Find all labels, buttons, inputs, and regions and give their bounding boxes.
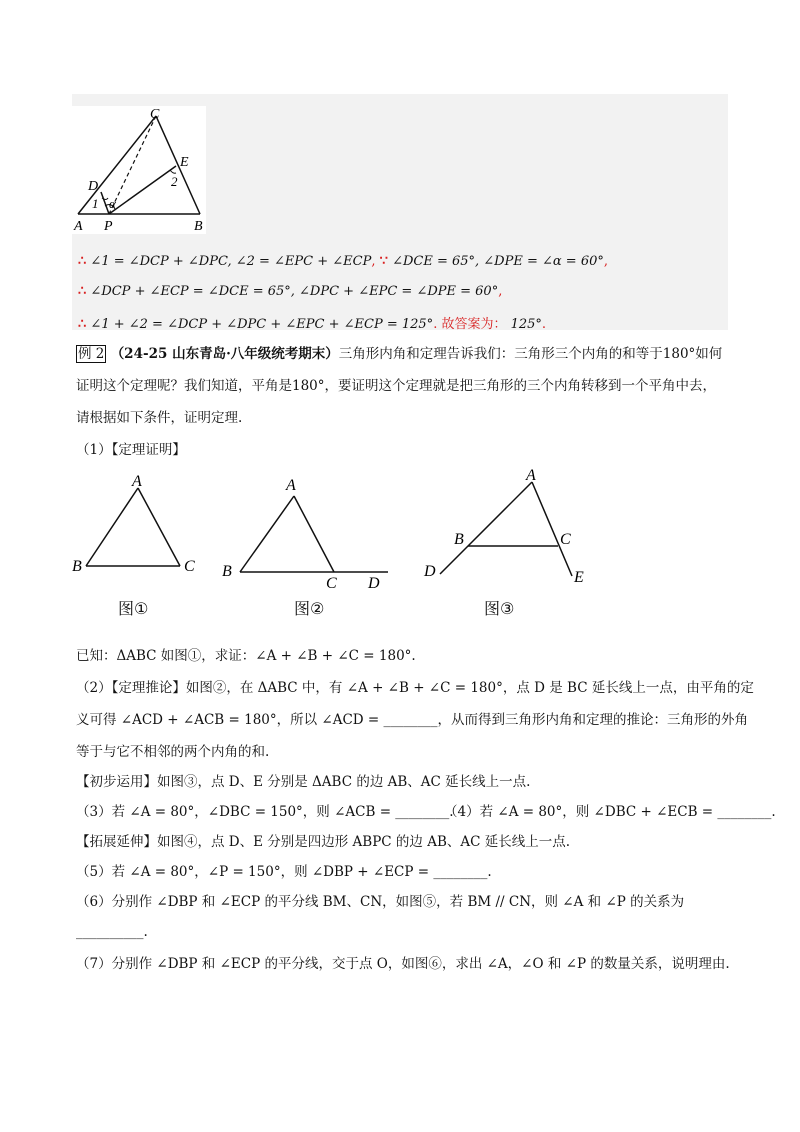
example-intro-line-3: 请根据如下条件，证明定理. — [76, 410, 243, 426]
line-AB — [86, 488, 138, 566]
question-2-line-1: （2）【定理推论】如图②，在 ΔABC 中，有 ∠A + ∠B + ∠C = 180°，点 D 是 BC 延长线上一点，由平角的定 — [76, 680, 754, 696]
figure-2-caption: 图② — [294, 599, 325, 618]
label-A: A — [526, 467, 536, 484]
question-2-line-3: 等于与它不相邻的两个内角的和. — [76, 744, 270, 760]
extend-heading: 【拓展延伸】如图④，点 D、E 分别是四边形 ABPC 的边 AB、AC 延长线上一点. — [76, 834, 571, 850]
line-AB — [240, 496, 294, 572]
line-DP — [101, 192, 109, 214]
label-D: D — [424, 563, 436, 580]
solution-triangle-figure — [72, 106, 206, 234]
example-intro-line-1: 例 2 （24-25 山东青岛·八年级统考期末）三角形内角和定理告诉我们：三角形三个内角的和等于180°如何 — [78, 346, 723, 362]
label-B: B — [72, 558, 82, 575]
label-B: B — [222, 563, 232, 580]
question-2-line-2: 义可得 ∠ACD + ∠ACB = 180°，所以 ∠ACD = ________，从而得到三角形内角和定理的推论：三角形的外角 — [76, 712, 749, 728]
angle-2-arc — [170, 170, 176, 173]
label-C: C — [184, 558, 195, 575]
label-C: C — [150, 107, 160, 122]
line-PE — [109, 166, 176, 214]
label-C: C — [560, 531, 571, 548]
figure-3-caption: 图③ — [484, 599, 515, 618]
example-tag: 例 2 — [78, 346, 105, 362]
line-AD — [440, 482, 532, 574]
known-statement: 已知：ΔABC 如图①，求证：∠A + ∠B + ∠C = 180°. — [76, 648, 416, 664]
label-B: B — [194, 219, 203, 234]
example-source: （24-25 山东青岛·八年级统考期末） — [110, 346, 339, 362]
label-B: B — [454, 531, 464, 548]
solution-line-1: ∴ ∠1 = ∠DCP + ∠DPC, ∠2 = ∠EPC + ∠ECP, ∵ ∠DCE = 65°, ∠DPE = ∠α = 60°, — [78, 254, 608, 269]
question-6-line-1: （6）分别作 ∠DBP 和 ∠ECP 的平分线 BM、CN，如图⑤，若 BM // CN，则 ∠A 和 ∠P 的关系为 — [76, 894, 685, 910]
apply-heading: 【初步运用】如图③，点 D、E 分别是 ΔABC 的边 AB、AC 延长线上一点. — [76, 774, 531, 790]
question-1-heading: （1）【定理证明】 — [76, 442, 186, 458]
label-C: C — [326, 575, 337, 590]
example-intro-line-2: 证明这个定理呢？我们知道，平角是180°，要证明这个定理就是把三角形的三个内角转移到一个平角中去， — [76, 378, 717, 394]
label-E: E — [574, 569, 584, 586]
solution-line-2: ∴ ∠DCP + ∠ECP = ∠DCE = 65°, ∠DPC + ∠EPC = ∠DPE = 60°, — [78, 284, 503, 299]
figure-2 — [218, 470, 398, 590]
label-alpha: α — [109, 196, 116, 211]
label-A: A — [74, 219, 83, 234]
solution-line-3: ∴ ∠1 + ∠2 = ∠DCP + ∠DPC + ∠EPC + ∠ECP = 125°. 故答案为： 125°. — [78, 317, 547, 332]
label-E: E — [180, 155, 189, 170]
line-AE — [532, 482, 572, 576]
question-7: （7）分别作 ∠DBP 和 ∠ECP 的平分线，交于点 O，如图⑥，求出 ∠A，∠O 和 ∠P 的数量关系，说明理由. — [76, 956, 730, 972]
line-AC — [294, 496, 334, 572]
line-AC — [78, 116, 156, 214]
label-D: D — [88, 179, 99, 194]
line-CB — [156, 116, 200, 214]
label-P: P — [104, 219, 113, 234]
question-5: （5）若 ∠A = 80°，∠P = 150°，则 ∠DBP + ∠ECP = ________. — [76, 864, 492, 880]
figure-1-caption: 图① — [118, 599, 149, 618]
figure-3 — [420, 462, 600, 592]
label-2: 2 — [171, 174, 178, 189]
label-A: A — [286, 477, 296, 494]
label-A: A — [132, 473, 142, 490]
question-3: （3）若 ∠A = 80°，∠DBC = 150°，则 ∠ACB = ________. — [76, 804, 454, 820]
line-AC — [138, 488, 180, 566]
question-6-line-2: __________. — [76, 924, 148, 940]
label-D: D — [368, 575, 380, 590]
question-4: （4）若 ∠A = 80°，则 ∠DBC + ∠ECB = ________. — [444, 804, 776, 820]
figure-1 — [70, 470, 210, 580]
label-1: 1 — [92, 196, 99, 211]
